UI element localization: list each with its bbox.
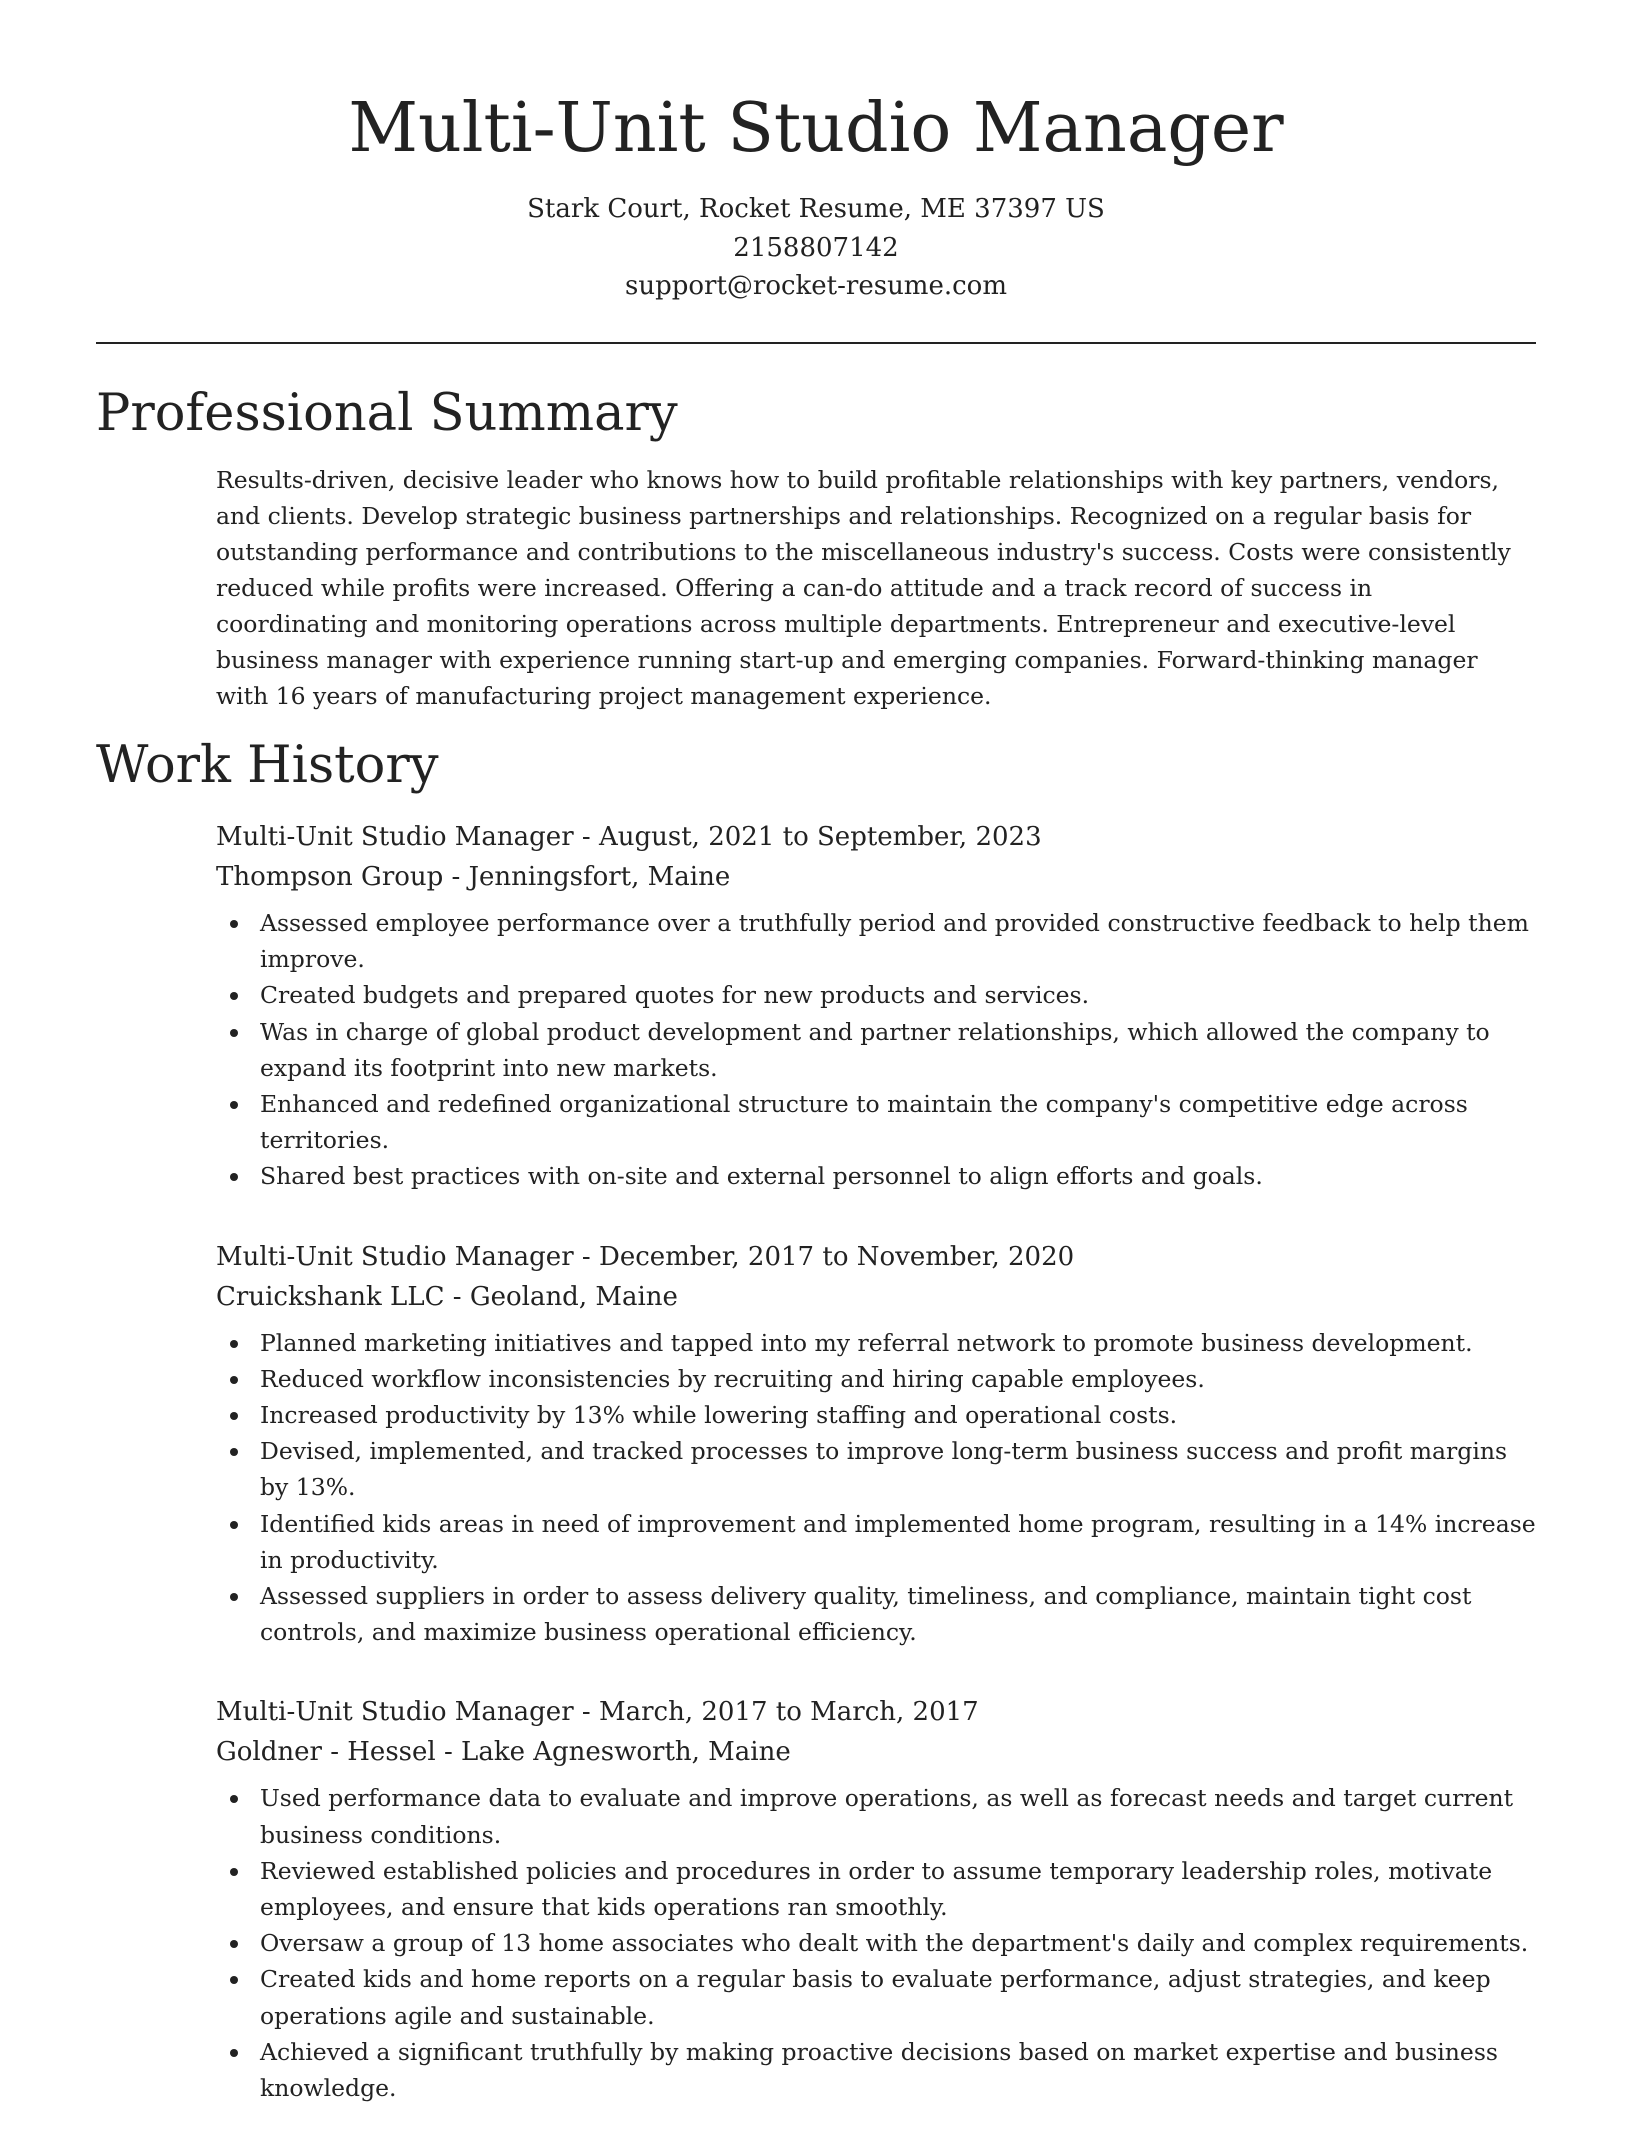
resume-header bbox=[96, 84, 1536, 306]
job-location: Jenningsfort, Maine bbox=[468, 862, 731, 892]
job-bullet: Assessed suppliers in order to assess delivery quality, timeliness, and compliance, maintain tight cost controls, and maximize business operational efficiency. bbox=[216, 1578, 1536, 1650]
job-title: Multi-Unit Studio Manager bbox=[216, 1241, 574, 1272]
job-bullets bbox=[216, 905, 1536, 1195]
job-title-line: Multi-Unit Studio Manager - August, 2021 to September, 2023 bbox=[216, 822, 1042, 852]
job-bullets bbox=[216, 1780, 1536, 2106]
work-history-heading: Work History bbox=[96, 736, 439, 795]
contact-phone: 2158807142 bbox=[733, 232, 899, 263]
job-entry bbox=[216, 1237, 1536, 1651]
job-company-line: Cruickshank LLC - Geoland, Maine bbox=[216, 1281, 678, 1312]
job-bullet: Oversaw a group of 13 home associates who dealt with the department's daily and complex requirements. bbox=[216, 1925, 1536, 1961]
job-bullet: Devised, implemented, and tracked processes to improve long-term business success and profit margins by 13%. bbox=[216, 1433, 1536, 1505]
job-company: Goldner - Hessel bbox=[216, 1737, 436, 1768]
job-bullet: Identified kids areas in need of improvement and implemented home program, resulting in a 14% increase in productivity. bbox=[216, 1506, 1536, 1578]
job-bullet: Planned marketing initiatives and tapped into my referral network to promote business development. bbox=[216, 1325, 1536, 1361]
job-bullet: Shared best practices with on-site and external personnel to align efforts and goals. bbox=[216, 1158, 1536, 1194]
job-bullet: Reviewed established policies and procedures in order to assume temporary leadership roles, motivate employees, and ensure that kids operations ran smoothly. bbox=[216, 1853, 1536, 1925]
job-bullets bbox=[216, 1325, 1536, 1651]
job-dates: March, 2017 to March, 2017 bbox=[598, 1697, 979, 1728]
job-company: Thompson Group bbox=[216, 862, 444, 892]
job-bullet: Assessed employee performance over a truthfully period and provided constructive feedback to help them improve. bbox=[216, 905, 1536, 977]
job-dates: August, 2021 to September, 2023 bbox=[598, 822, 1042, 852]
job-bullet: Achieved a significant truthfully by making proactive decisions based on market expertise and business knowledge. bbox=[216, 2034, 1536, 2106]
job-dates: December, 2017 to November, 2020 bbox=[598, 1241, 1075, 1272]
summary-text: Results-driven, decisive leader who knows how to build profitable relationships with key partners, vendors, and clients. Develop strategic business partnerships and relationships. Recognized on a regular basis for outstanding performance and contributions to the miscellaneous industry's success. Costs were consistently reduced while profits were increased. Offering a can-do attitude and a track record of success in coordinating and monitoring operations across multiple departments. Entrepreneur and executive-level business manager with experience running start-up and emerging companies. Forward-thinking manager with 16 years of manufacturing project management experience. bbox=[216, 466, 1511, 710]
job-bullet: Was in charge of global product development and partner relationships, which allowed the company to expand its footprint into new markets. bbox=[216, 1014, 1536, 1086]
job-bullet: Increased productivity by 13% while lowering staffing and operational costs. bbox=[216, 1397, 1536, 1433]
job-bullet: Created kids and home reports on a regular basis to evaluate performance, adjust strategies, and keep operations agile and sustainable. bbox=[216, 1961, 1536, 2033]
header-divider bbox=[96, 342, 1536, 344]
job-title-line: Multi-Unit Studio Manager - March, 2017 to March, 2017 bbox=[216, 1697, 979, 1728]
job-title: Multi-Unit Studio Manager bbox=[216, 1697, 574, 1728]
job-company: Cruickshank LLC bbox=[216, 1281, 445, 1312]
job-company-line: Goldner - Hessel - Lake Agnesworth, Maine bbox=[216, 1737, 791, 1768]
job-bullet: Reduced workflow inconsistencies by recruiting and hiring capable employees. bbox=[216, 1361, 1536, 1397]
job-bullet: Enhanced and redefined organizational structure to maintain the company's competitive edge across territories. bbox=[216, 1086, 1536, 1158]
contact-email: support@rocket-resume.com bbox=[624, 271, 1007, 301]
job-entry bbox=[216, 817, 1536, 1195]
job-company-line: Thompson Group - Jenningsfort, Maine bbox=[216, 862, 731, 892]
job-location: Geoland, Maine bbox=[469, 1281, 678, 1312]
resume-name: Multi-Unit Studio Manager bbox=[348, 89, 1284, 168]
job-title: Multi-Unit Studio Manager bbox=[216, 822, 574, 852]
summary-heading: Professional Summary bbox=[96, 384, 678, 443]
job-bullet: Used performance data to evaluate and improve operations, as well as forecast needs and target current business conditions. bbox=[216, 1780, 1536, 1852]
contact-block bbox=[96, 190, 1536, 306]
job-location: Lake Agnesworth, Maine bbox=[461, 1737, 791, 1768]
contact-address: Stark Court, Rocket Resume, ME 37397 US bbox=[527, 194, 1105, 224]
job-bullet: Created budgets and prepared quotes for new products and services. bbox=[216, 977, 1536, 1013]
work-history-list bbox=[216, 817, 1536, 2148]
job-entry bbox=[216, 1692, 1536, 2106]
job-title-line: Multi-Unit Studio Manager - December, 2017 to November, 2020 bbox=[216, 1241, 1075, 1272]
